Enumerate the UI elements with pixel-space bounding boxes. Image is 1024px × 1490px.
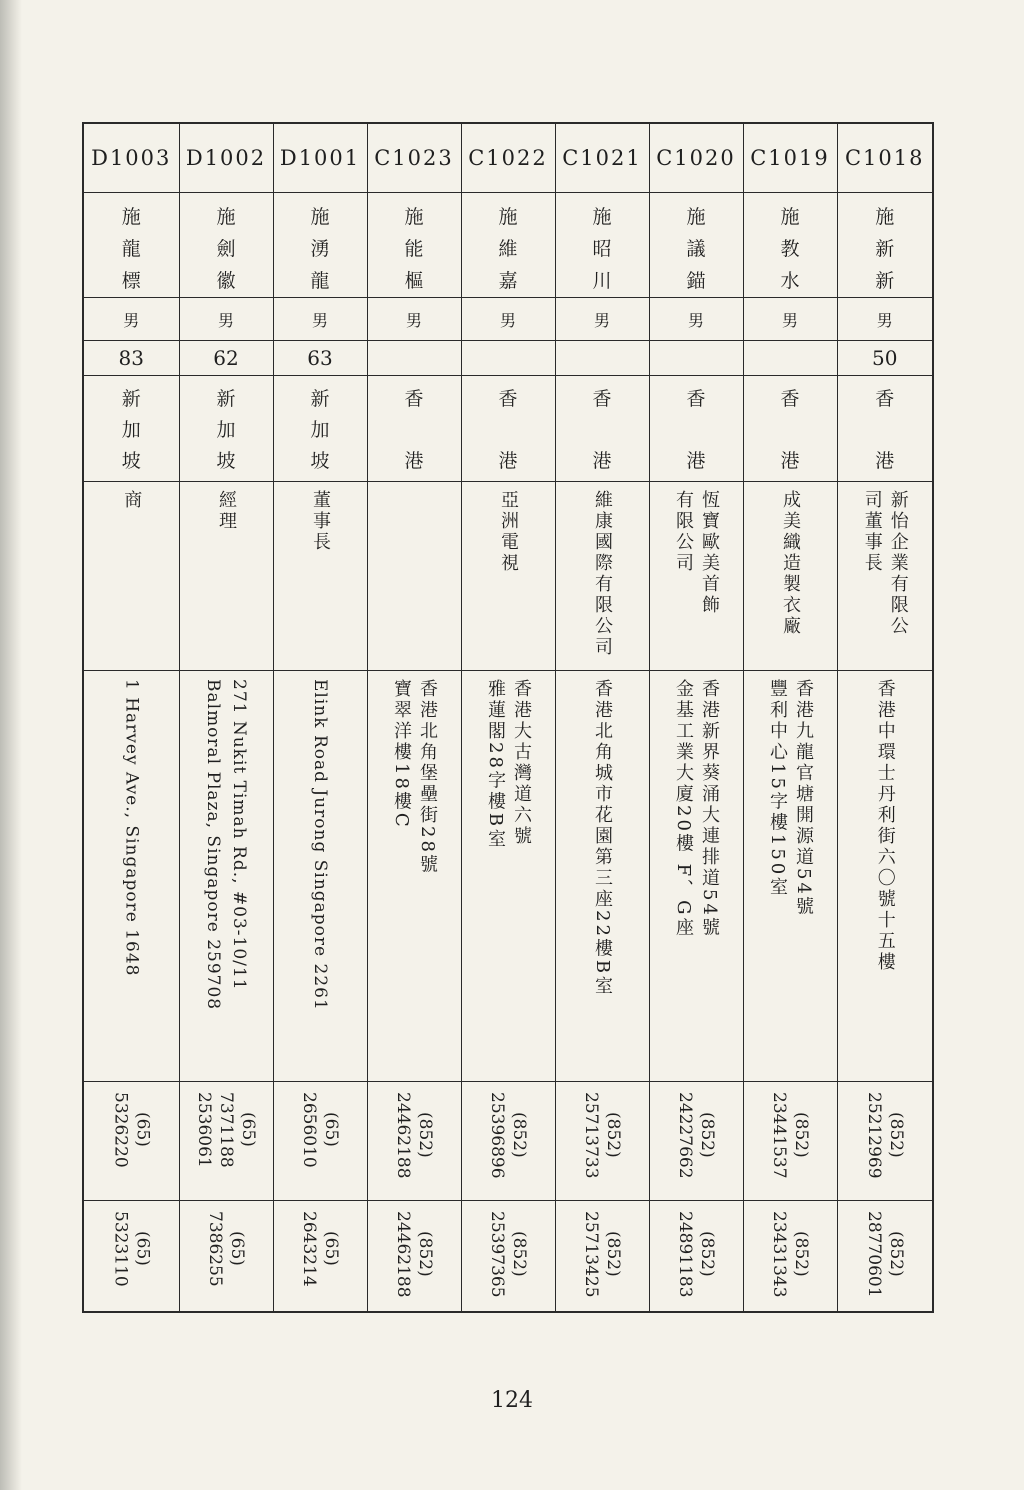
fax-cell bbox=[555, 1201, 649, 1313]
occupation-text: 董事長 bbox=[310, 490, 331, 553]
book-spine-shadow bbox=[0, 0, 22, 1490]
telephone-cell bbox=[83, 1082, 179, 1201]
name-char: 施 bbox=[875, 206, 895, 228]
telephone-text: (852) 25396896 bbox=[487, 1092, 529, 1179]
telephone-text: (852) 25713733 bbox=[581, 1092, 623, 1179]
country-char: 港 bbox=[686, 450, 706, 472]
telephone-cell bbox=[649, 1082, 743, 1201]
occupation-cell bbox=[649, 482, 743, 671]
sex-cell: 男 bbox=[273, 298, 367, 341]
address-cell bbox=[367, 671, 461, 1082]
occupation-cell bbox=[837, 482, 933, 671]
name-char: 施 bbox=[780, 206, 800, 228]
country-char: 坡 bbox=[216, 450, 236, 472]
telephone-text: (65) 5326220 bbox=[110, 1092, 153, 1168]
id-cell: D1002 bbox=[179, 123, 273, 193]
fax-text: (852) 25713425 bbox=[581, 1211, 623, 1298]
address-text: Elink Road Jurong Singapore 2261 bbox=[310, 679, 330, 1011]
name-char: 施 bbox=[404, 206, 424, 228]
country-cell bbox=[367, 376, 461, 482]
country-char bbox=[505, 415, 511, 446]
country-char: 加 bbox=[216, 419, 236, 441]
telephone-cell bbox=[367, 1082, 461, 1201]
occupation-text: 亞洲電視 bbox=[498, 490, 519, 574]
id-cell: C1019 bbox=[743, 123, 837, 193]
age-row bbox=[83, 341, 933, 376]
telephone-cell bbox=[837, 1082, 933, 1201]
telephone-text: (65) 2656010 bbox=[299, 1092, 341, 1168]
fax-cell bbox=[367, 1201, 461, 1313]
name-char: 湧 bbox=[310, 238, 330, 260]
address-text: 香港大古灣道六號 雅蓮閣28字樓B室 bbox=[485, 679, 532, 851]
fax-cell bbox=[649, 1201, 743, 1313]
name-char: 龍 bbox=[121, 238, 141, 260]
country-cell bbox=[743, 376, 837, 482]
address-text: 1 Harvey Ave., Singapore 1648 bbox=[121, 679, 142, 977]
id-cell: C1020 bbox=[649, 123, 743, 193]
country-char: 新 bbox=[310, 388, 330, 410]
country-cell bbox=[273, 376, 367, 482]
country-char: 香 bbox=[686, 388, 706, 410]
country-char: 香 bbox=[404, 388, 424, 410]
name-char: 徽 bbox=[216, 270, 236, 292]
id-cell: D1003 bbox=[83, 123, 179, 193]
country-char bbox=[411, 415, 417, 446]
address-cell bbox=[273, 671, 367, 1082]
name-char: 議 bbox=[686, 238, 706, 260]
name-char: 教 bbox=[780, 238, 800, 260]
telephone-cell bbox=[555, 1082, 649, 1201]
name-char: 維 bbox=[498, 238, 518, 260]
telephone-text: (852) 23441537 bbox=[769, 1092, 811, 1179]
occupation-cell bbox=[555, 482, 649, 671]
address-cell bbox=[743, 671, 837, 1082]
fax-text: (65) 5323110 bbox=[110, 1211, 153, 1287]
country-cell bbox=[837, 376, 933, 482]
age-cell: 50 bbox=[837, 341, 933, 376]
address-text: 香港新界葵涌大連排道54號 金基工業大廈20樓 F、G座 bbox=[673, 679, 720, 939]
fax-text: (852) 24891183 bbox=[675, 1211, 717, 1298]
address-text: 香港北角堡壘街28號 寶翠洋樓18樓C bbox=[391, 679, 438, 876]
country-char bbox=[693, 415, 699, 446]
country-char bbox=[787, 415, 793, 446]
country-char bbox=[599, 415, 605, 446]
country-char bbox=[882, 415, 888, 446]
id-cell: C1021 bbox=[555, 123, 649, 193]
occupation-cell bbox=[461, 482, 555, 671]
country-char: 新 bbox=[216, 388, 236, 410]
name-char: 新 bbox=[875, 238, 895, 260]
id-cell: C1022 bbox=[461, 123, 555, 193]
age-cell bbox=[555, 341, 649, 376]
member-directory-table bbox=[82, 122, 934, 1313]
age-cell: 83 bbox=[83, 341, 179, 376]
fax-text: (65) 7386255 bbox=[205, 1211, 247, 1287]
address-cell bbox=[555, 671, 649, 1082]
age-cell bbox=[743, 341, 837, 376]
address-cell bbox=[179, 671, 273, 1082]
address-cell bbox=[461, 671, 555, 1082]
telephone-text: (852) 25212969 bbox=[863, 1092, 906, 1179]
country-char: 港 bbox=[592, 450, 612, 472]
age-cell: 62 bbox=[179, 341, 273, 376]
name-char: 昭 bbox=[592, 238, 612, 260]
address-cell bbox=[649, 671, 743, 1082]
name-char: 劍 bbox=[216, 238, 236, 260]
address-row bbox=[83, 671, 933, 1082]
sex-cell: 男 bbox=[83, 298, 179, 341]
occupation-row bbox=[83, 482, 933, 671]
sex-cell: 男 bbox=[555, 298, 649, 341]
id-cell: C1018 bbox=[837, 123, 933, 193]
country-char: 坡 bbox=[121, 450, 141, 472]
occupation-cell bbox=[83, 482, 179, 671]
fax-cell bbox=[837, 1201, 933, 1313]
address-text: 香港中環士丹利街六〇號十五樓 bbox=[874, 679, 896, 973]
name-row bbox=[83, 193, 933, 298]
age-cell bbox=[367, 341, 461, 376]
occupation-text: 恆寶歐美首飾 有限公司 bbox=[673, 490, 720, 616]
address-text: 香港北角城市花園第三座22樓B室 bbox=[592, 679, 613, 998]
country-char: 港 bbox=[875, 450, 895, 472]
name-char: 標 bbox=[121, 270, 141, 292]
telephone-cell bbox=[461, 1082, 555, 1201]
country-char: 港 bbox=[498, 450, 518, 472]
occupation-text: 成美織造製衣廠 bbox=[780, 490, 801, 637]
country-char: 香 bbox=[875, 388, 895, 410]
telephone-text: (852) 24227662 bbox=[675, 1092, 717, 1179]
name-char: 施 bbox=[216, 206, 236, 228]
address-cell bbox=[837, 671, 933, 1082]
name-char: 能 bbox=[404, 238, 424, 260]
fax-text: (852) 25397365 bbox=[487, 1211, 529, 1298]
fax-cell bbox=[83, 1201, 179, 1313]
sex-cell: 男 bbox=[367, 298, 461, 341]
age-cell: 63 bbox=[273, 341, 367, 376]
name-cell bbox=[83, 193, 179, 298]
telephone-text: (65) 7371188 2536061 bbox=[194, 1092, 258, 1168]
name-cell bbox=[743, 193, 837, 298]
sex-cell: 男 bbox=[461, 298, 555, 341]
name-char: 施 bbox=[498, 206, 518, 228]
sex-row bbox=[83, 298, 933, 341]
occupation-text: 經理 bbox=[216, 490, 237, 532]
id-cell: D1001 bbox=[273, 123, 367, 193]
occupation-cell bbox=[179, 482, 273, 671]
id-row bbox=[83, 123, 933, 193]
name-char: 川 bbox=[592, 270, 612, 292]
country-char: 港 bbox=[404, 450, 424, 472]
name-char: 新 bbox=[875, 270, 895, 292]
fax-row bbox=[83, 1201, 933, 1313]
fax-cell bbox=[743, 1201, 837, 1313]
sex-cell: 男 bbox=[837, 298, 933, 341]
fax-cell bbox=[461, 1201, 555, 1313]
fax-text: (852) 28770601 bbox=[863, 1211, 906, 1298]
fax-text: (65) 2643214 bbox=[299, 1211, 341, 1287]
occupation-cell bbox=[743, 482, 837, 671]
name-char: 龍 bbox=[310, 270, 330, 292]
telephone-cell bbox=[273, 1082, 367, 1201]
occupation-cell bbox=[367, 482, 461, 671]
sex-cell: 男 bbox=[649, 298, 743, 341]
country-char: 香 bbox=[592, 388, 612, 410]
occupation-cell bbox=[273, 482, 367, 671]
telephone-row bbox=[83, 1082, 933, 1201]
name-cell bbox=[367, 193, 461, 298]
name-cell bbox=[273, 193, 367, 298]
name-char: 施 bbox=[592, 206, 612, 228]
fax-cell bbox=[273, 1201, 367, 1313]
name-char: 錨 bbox=[686, 270, 706, 292]
name-char: 施 bbox=[121, 206, 141, 228]
country-row bbox=[83, 376, 933, 482]
sex-cell: 男 bbox=[179, 298, 273, 341]
age-cell bbox=[461, 341, 555, 376]
age-cell bbox=[649, 341, 743, 376]
fax-text: (852) 23431343 bbox=[769, 1211, 811, 1298]
telephone-text: (852) 24462188 bbox=[393, 1092, 435, 1179]
name-char: 水 bbox=[780, 270, 800, 292]
country-cell bbox=[179, 376, 273, 482]
address-text: 香港九龍官塘開源道54號 豐利中心15字樓150室 bbox=[767, 679, 814, 918]
country-cell bbox=[555, 376, 649, 482]
country-char: 加 bbox=[310, 419, 330, 441]
name-char: 樞 bbox=[404, 270, 424, 292]
name-char: 嘉 bbox=[498, 270, 518, 292]
telephone-cell bbox=[179, 1082, 273, 1201]
page-number: 124 bbox=[491, 1388, 533, 1413]
fax-cell bbox=[179, 1201, 273, 1313]
address-text: 271 Nukit Timah Rd., #03-10/11 Balmoral Plaza, Singapore 259708 bbox=[203, 679, 249, 1011]
country-cell bbox=[83, 376, 179, 482]
country-cell bbox=[649, 376, 743, 482]
occupation-text: 維康國際有限公司 bbox=[592, 490, 613, 658]
name-cell bbox=[461, 193, 555, 298]
country-char: 港 bbox=[780, 450, 800, 472]
name-cell bbox=[179, 193, 273, 298]
country-char: 加 bbox=[121, 419, 141, 441]
country-char: 坡 bbox=[310, 450, 330, 472]
occupation-text: 商 bbox=[121, 490, 143, 511]
id-cell: C1023 bbox=[367, 123, 461, 193]
occupation-text: 新怡企業有限公 司董事長 bbox=[861, 490, 909, 637]
country-char: 香 bbox=[498, 388, 518, 410]
name-char: 施 bbox=[686, 206, 706, 228]
country-char: 香 bbox=[780, 388, 800, 410]
address-cell bbox=[83, 671, 179, 1082]
country-char: 新 bbox=[121, 388, 141, 410]
name-cell bbox=[649, 193, 743, 298]
country-cell bbox=[461, 376, 555, 482]
sex-cell: 男 bbox=[743, 298, 837, 341]
name-cell bbox=[555, 193, 649, 298]
telephone-cell bbox=[743, 1082, 837, 1201]
name-char: 施 bbox=[310, 206, 330, 228]
name-cell bbox=[837, 193, 933, 298]
fax-text: (852) 24462188 bbox=[393, 1211, 435, 1298]
